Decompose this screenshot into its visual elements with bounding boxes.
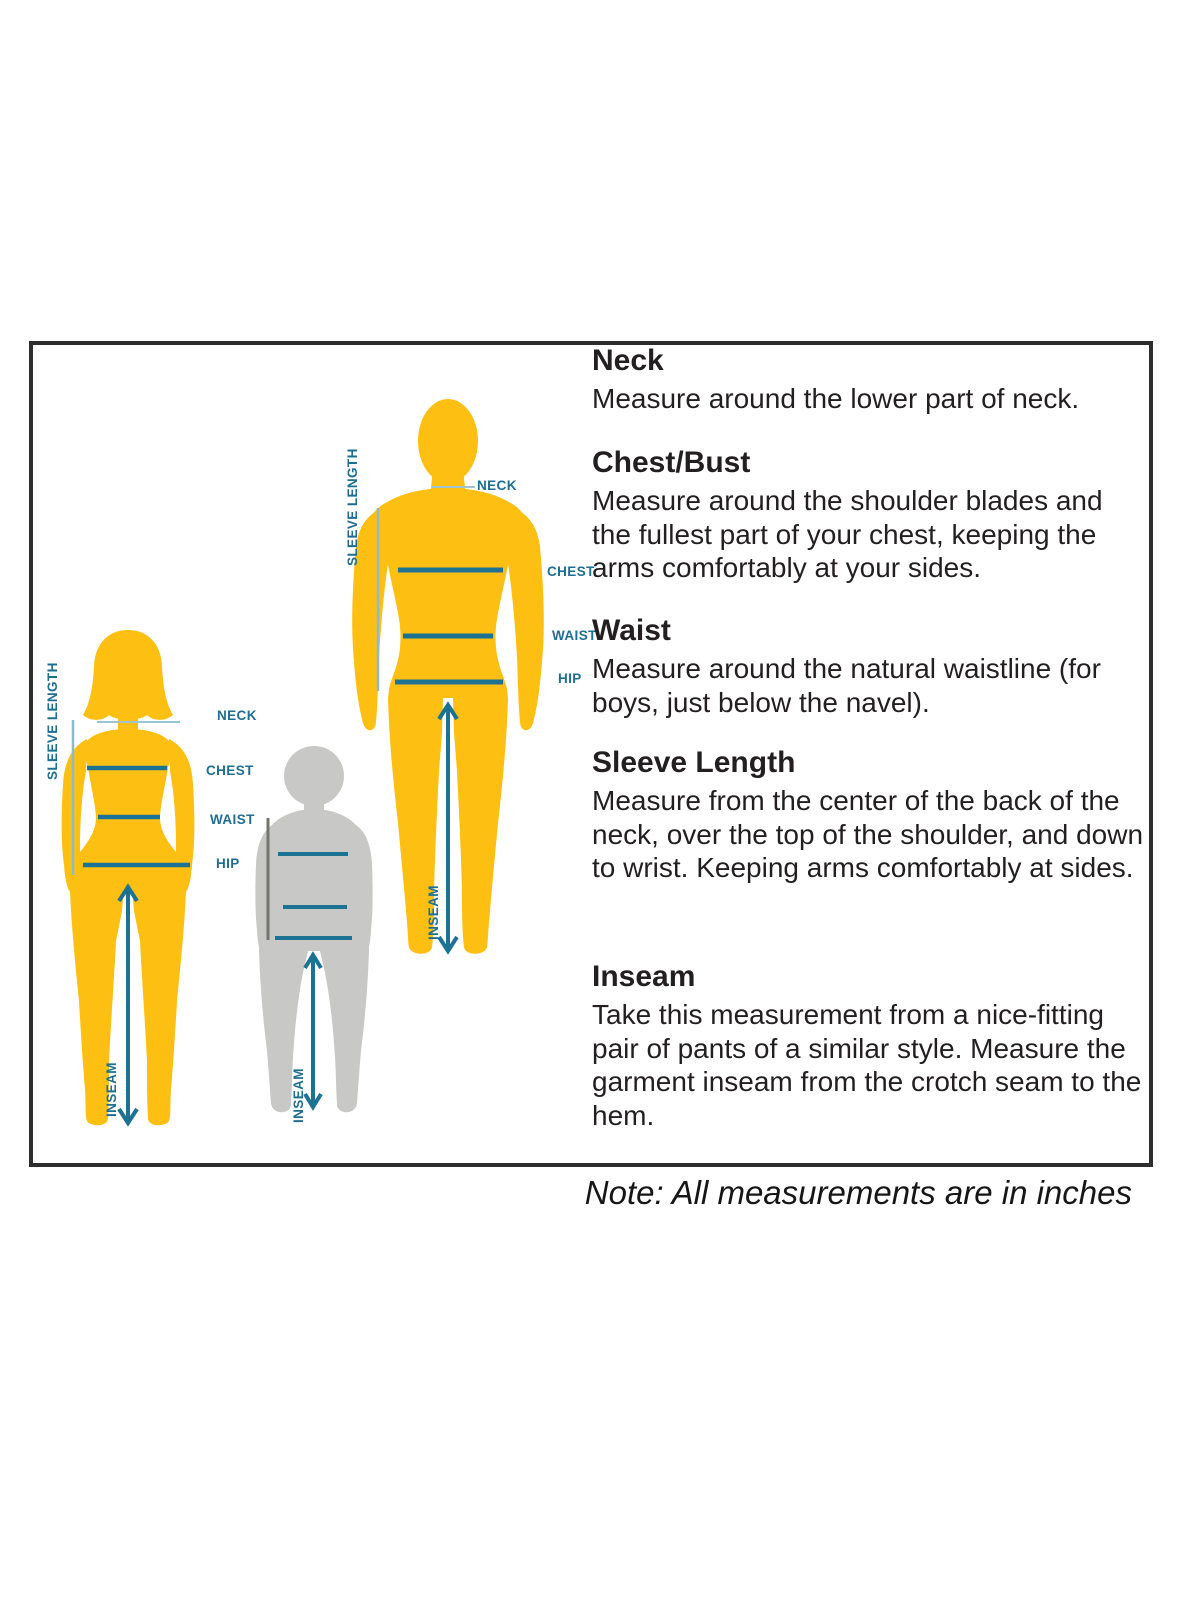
woman-inseam-label: INSEAM <box>104 1062 119 1117</box>
section-chest-bust-heading: Chest/Bust <box>592 446 751 479</box>
section-inseam-body: Take this measurement from a nice-fitting pair of pants of a similar style. Measure the garment inseam from the crotch seam to the hem. <box>592 999 1142 1131</box>
woman-right-leg <box>132 889 186 1125</box>
section-waist <box>592 614 1144 719</box>
section-sleeve-length-body: Measure from the center of the back of the neck, over the top of the shoulder, and down to wrist. Keeping arms comfortably at sides. <box>592 785 1144 883</box>
man-right-arm <box>507 506 544 730</box>
man-neck-label: NECK <box>477 478 517 493</box>
woman-hair <box>83 630 173 720</box>
section-neck-heading: Neck <box>592 344 664 377</box>
man-waist-label: WAIST <box>552 628 597 643</box>
woman-neck-label: NECK <box>217 708 257 723</box>
measurements-note: Note: All measurements are in inches <box>584 1174 1132 1211</box>
woman-sleeve-length-label: SLEEVE LENGTH <box>45 662 60 780</box>
section-neck <box>592 344 1144 416</box>
section-chest-bust <box>592 446 1144 585</box>
section-inseam <box>592 960 1144 1132</box>
section-waist-heading: Waist <box>592 614 671 647</box>
man-inseam-label: INSEAM <box>426 885 441 940</box>
section-waist-body: Measure around the natural waistline (for boys, just below the navel). <box>592 653 1101 718</box>
man-hip-label: HIP <box>558 671 582 686</box>
section-chest-bust-body: Measure around the shoulder blades and the fullest part of your chest, keeping the arms comfortably at your sides. <box>592 485 1103 583</box>
man-inseam-arrow <box>439 705 457 951</box>
man-sleeve-length-label: SLEEVE LENGTH <box>345 448 360 566</box>
section-inseam-heading: Inseam <box>592 960 696 993</box>
child-inseam-label: INSEAM <box>291 1068 306 1123</box>
man-chest-label: CHEST <box>547 564 595 579</box>
child-right-leg <box>320 951 369 1112</box>
child-inseam-arrow <box>305 955 321 1107</box>
section-sleeve-length <box>592 746 1144 885</box>
man-right-leg <box>453 698 508 954</box>
man-torso <box>370 488 527 698</box>
woman-waist-label: WAIST <box>210 812 255 827</box>
section-sleeve-length-heading: Sleeve Length <box>592 746 796 779</box>
woman-inseam-arrow <box>119 887 137 1123</box>
woman-chest-label: CHEST <box>206 763 254 778</box>
section-neck-body: Measure around the lower part of neck. <box>592 383 1080 414</box>
woman-hip-label: HIP <box>216 856 240 871</box>
